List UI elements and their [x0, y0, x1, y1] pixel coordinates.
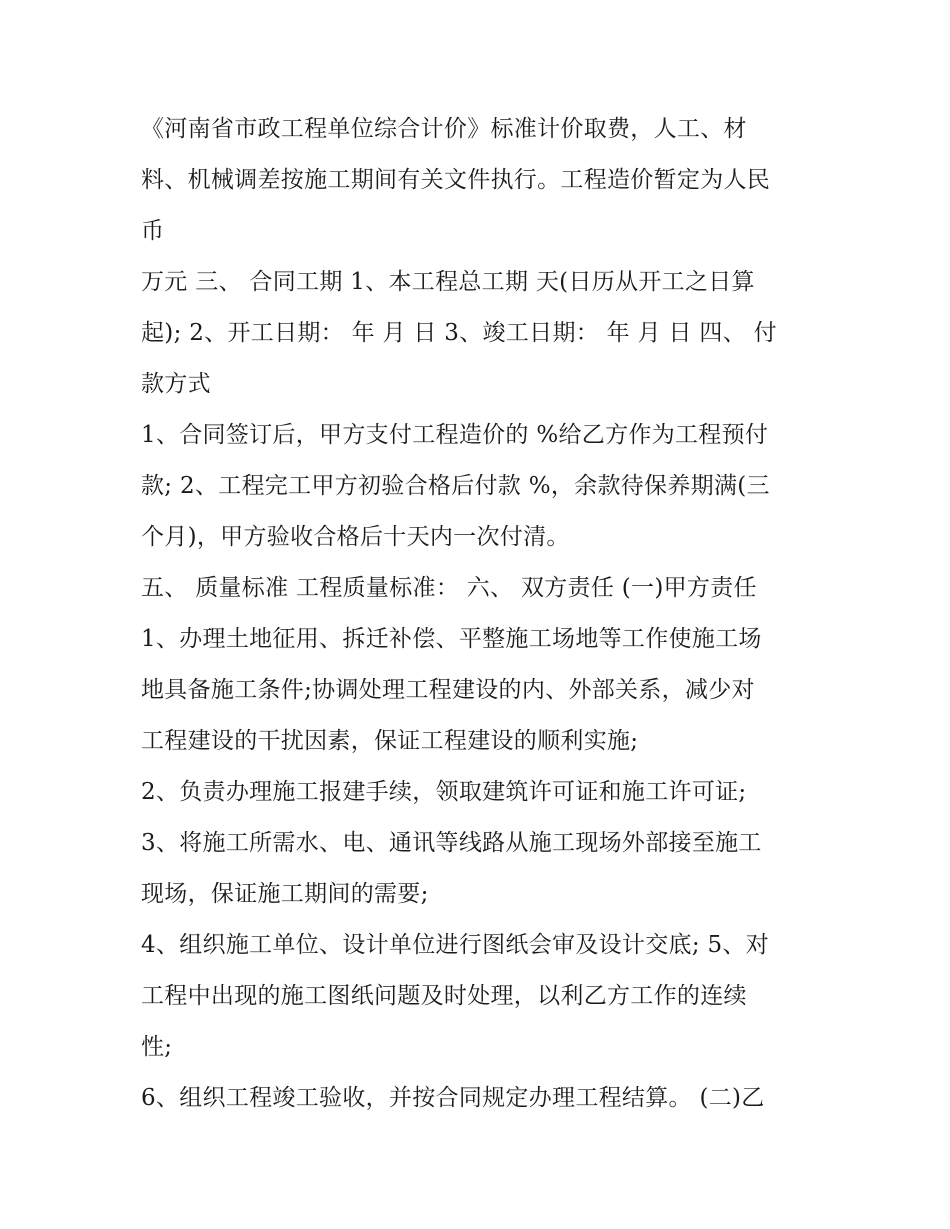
text-line-8: 款; 2、工程完工甲方初验合格后付款 %，余款待保养期满(三	[141, 473, 770, 499]
text-line-15: 3、将施工所需水、电、通讯等线路从施工现场外部接至施工	[141, 830, 762, 856]
text-line-9: 个月)，甲方验收合格后十天内一次付清。	[141, 524, 570, 550]
contract-text-body	[141, 104, 821, 1124]
text-line-1: 《河南省市政工程单位综合计价》标准计价取费，人工、材	[141, 116, 747, 142]
text-line-10: 五、 质量标准 工程质量标准： 六、 双方责任 (一)甲方责任	[141, 575, 757, 601]
text-line-11: 1、办理土地征用、拆迁补偿、平整施工场地等工作使施工场	[141, 626, 762, 652]
text-line-3: 币	[141, 218, 165, 244]
text-line-20: 6、组织工程竣工验收，并按合同规定办理工程结算。 (二)乙	[141, 1085, 765, 1111]
text-line-19: 性;	[141, 1034, 173, 1060]
text-line-6: 款方式	[141, 371, 211, 397]
text-line-4: 万元 三、 合同工期 1、本工程总工期 天(日历从开工之日算	[141, 269, 755, 295]
text-line-17: 4、组织施工单位、设计单位进行图纸会审及设计交底; 5、对	[141, 932, 770, 958]
text-line-2: 料、机械调差按施工期间有关文件执行。工程造价暂定为人民	[141, 167, 771, 193]
text-line-7: 1、合同签订后，甲方支付工程造价的 %给乙方作为工程预付	[141, 422, 769, 448]
text-line-16: 现场，保证施工期间的需要;	[141, 881, 429, 907]
text-line-18: 工程中出现的施工图纸问题及时处理，以利乙方工作的连续	[141, 983, 747, 1009]
text-line-14: 2、负责办理施工报建手续，领取建筑许可证和施工许可证;	[141, 779, 747, 805]
text-line-13: 工程建设的干扰因素，保证工程建设的顺利实施;	[141, 728, 639, 754]
text-line-5: 起); 2、开工日期： 年 月 日 3、竣工日期： 年 月 日 四、 付	[141, 320, 777, 346]
text-line-12: 地具备施工条件;协调处理工程建设的内、外部关系，减少对	[141, 677, 755, 703]
